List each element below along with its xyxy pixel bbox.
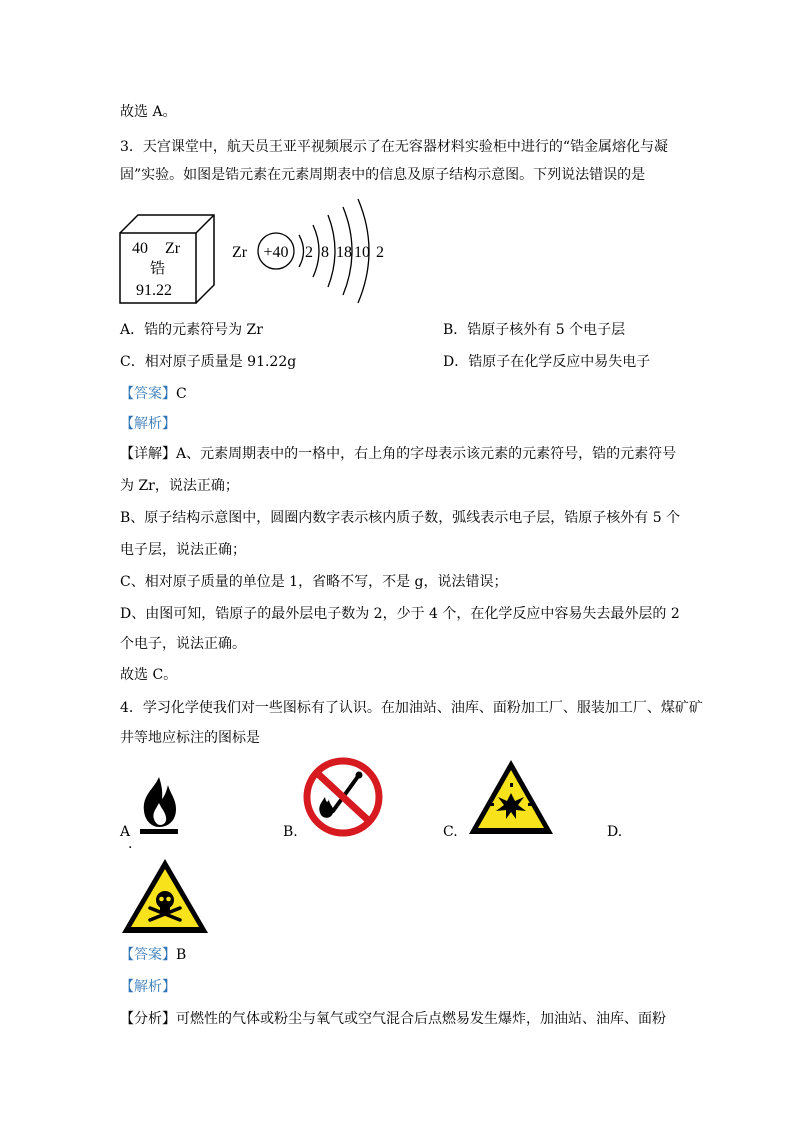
shell-electrons-1: 2 bbox=[305, 244, 313, 261]
nucleus-charge: +40 bbox=[263, 244, 289, 261]
detail-line-3: B、原子结构示意图中，圆圈内数字表示核内质子数，弧线表示电子层，锆原子核外有 5 个 bbox=[120, 510, 681, 526]
option-4a-label: A bbox=[120, 824, 131, 840]
answer-line bbox=[120, 384, 187, 404]
option-4d-label: D. bbox=[607, 824, 623, 840]
question-4-stem-cont: 井等地应标注的图标是 bbox=[120, 730, 260, 746]
option-d: D．锆原子在化学反应中易失电子 bbox=[443, 354, 651, 370]
detail-tag: 【详解】 bbox=[120, 446, 176, 462]
question-3-stem-cont: 固”实验。如图是锆元素在元素周期表中的信息及原子结构示意图。下列说法错误的是 bbox=[120, 167, 646, 183]
element-symbol: Zr bbox=[165, 240, 181, 257]
detail-line-1 bbox=[120, 444, 676, 464]
option-a: A．锆的元素符号为 Zr bbox=[120, 322, 263, 338]
detail-text-1: A、元素周期表中的一格中，右上角的字母表示该元素的元素符号，锆的元素符号 bbox=[176, 446, 677, 462]
atomic-number: 40 bbox=[132, 240, 148, 257]
option-4a-dot: . bbox=[128, 836, 133, 852]
analysis-tag-2: 【解析】 bbox=[120, 979, 176, 995]
zirconium-figure bbox=[118, 195, 398, 310]
conclusion-line: 故选 C。 bbox=[120, 667, 178, 683]
text-line: 故选 A。 bbox=[120, 104, 177, 120]
analysis-text: 可燃性的气体或粉尘与氧气或空气混合后点燃易发生爆炸，加油站、油库、面粉 bbox=[176, 1011, 666, 1027]
analysis-tag: 【解析】 bbox=[120, 416, 176, 432]
detail-line-7: 个电子，说法正确。 bbox=[120, 636, 246, 652]
flammable-icon bbox=[136, 775, 182, 837]
element-name: 锆 bbox=[150, 261, 166, 277]
toxic-warning-icon bbox=[119, 856, 211, 936]
answer-tag-2: 【答案】 bbox=[120, 947, 176, 963]
shell-electrons-5: 2 bbox=[376, 244, 384, 261]
atomic-mass: 91.22 bbox=[136, 282, 172, 299]
answer-tag: 【答案】 bbox=[120, 386, 176, 402]
option-c: C．相对原子质量是 91.22g bbox=[120, 354, 297, 370]
atom-symbol: Zr bbox=[232, 244, 248, 261]
question-3-stem: 3．天宫课堂中，航天员王亚平视频展示了在无容器材料实验柜中进行的“锆金属熔化与凝 bbox=[120, 139, 669, 155]
no-open-flame-icon bbox=[303, 757, 383, 837]
option-b: B．锆原子核外有 5 个电子层 bbox=[443, 322, 626, 338]
analysis-line bbox=[120, 1009, 666, 1029]
explosive-warning-icon bbox=[466, 757, 556, 837]
detail-line-4: 电子层，说法正确； bbox=[120, 542, 246, 558]
detail-line-6: D、由图可知，锆原子的最外层电子数为 2，少于 4 个，在化学反应中容易失去最外层的 2 bbox=[120, 606, 680, 622]
answer-line-2 bbox=[120, 945, 186, 965]
option-4c-label: C. bbox=[443, 824, 458, 840]
option-4b-label: B. bbox=[283, 824, 298, 840]
shell-electrons-3: 18 bbox=[336, 244, 352, 261]
shell-electrons-4: 10 bbox=[354, 244, 370, 261]
detail-line-2: 为 Zr，说法正确； bbox=[120, 478, 239, 494]
answer-value: C bbox=[176, 386, 187, 402]
shell-electrons-2: 8 bbox=[321, 244, 329, 261]
question-4-stem: 4．学习化学使我们对一些图标有了认识。在加油站、油库、面粉加工厂、服装加工厂、煤矿矿 bbox=[120, 700, 703, 716]
answer-value-2: B bbox=[176, 947, 187, 963]
detail-line-5: C、相对原子质量的单位是 1，省略不写，不是 g，说法错误； bbox=[120, 574, 508, 590]
analysis-prefix: 【分析】 bbox=[120, 1011, 176, 1027]
